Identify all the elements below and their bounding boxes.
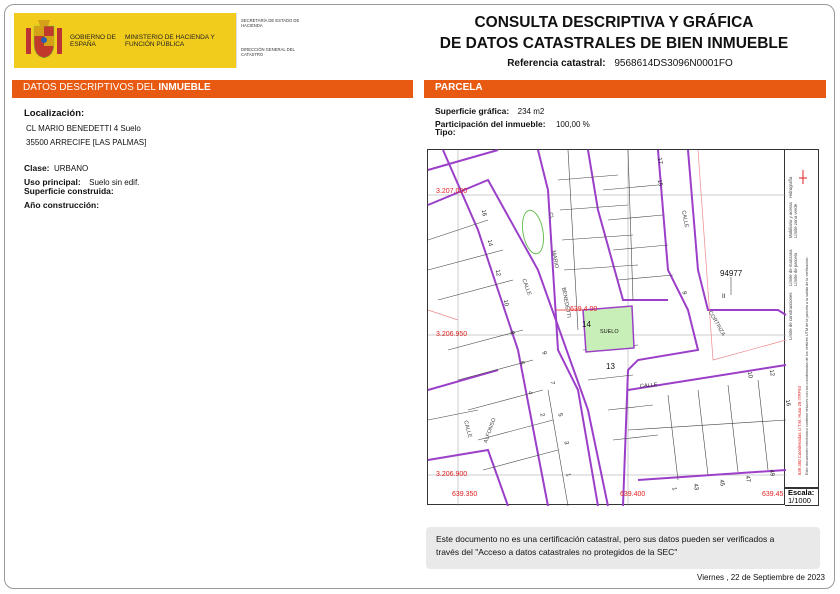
street-number-left-11: 7	[548, 380, 555, 386]
street-number-left-7: 2	[538, 412, 545, 418]
street-number-left-4: 8	[508, 330, 515, 336]
clase-value: URBANO	[53, 164, 89, 173]
secretaria-text: SECRETARÍA DE ESTADO DE HACIENDA	[241, 18, 300, 28]
street-label-calle-left: CALLE	[520, 278, 532, 297]
parcela-title: PARCELA	[435, 82, 483, 93]
scale-label: Escala:	[788, 488, 815, 497]
ref-label: Referencia catastral:	[507, 58, 606, 69]
street-number-left-5: 6	[518, 360, 525, 366]
coat-of-arms-icon	[24, 18, 64, 62]
block-ii-label: II	[722, 294, 726, 300]
participacion-row	[435, 114, 590, 132]
title-line-2: DE DATOS CATASTRALES DE BIEN INMUEBLE	[439, 35, 789, 52]
street-label-cortinza: CORTINZA	[706, 310, 727, 338]
street-number-right-0: 17	[655, 157, 663, 165]
sup-value: 234 m2	[517, 107, 545, 116]
legend-doc-note: Este documento electrónico contiene enlaces con las coordenadas de los vértices UTM de la parcela a la salida de la verificación.	[805, 256, 809, 475]
legend-line-4: Mobiliario y aceras	[788, 202, 793, 238]
street-label-calle-top: CALLE	[680, 210, 690, 229]
coord-x2: 639.400	[620, 491, 646, 498]
page-title	[400, 12, 828, 54]
parcel-suelo-label: SUELO	[600, 329, 619, 335]
logo-yellow-band	[14, 13, 236, 68]
street-number-left-2: 12	[493, 269, 501, 277]
section-underline	[12, 96, 413, 98]
street-number-left-10: 5	[556, 412, 563, 418]
section-title-prefix: DATOS DESCRIPTIVOS DEL	[23, 82, 159, 93]
direccion-text: DIRECCIÓN GENERAL DEL CATASTRO	[241, 47, 295, 57]
part-value: 100,00 %	[555, 120, 590, 129]
map-legend	[785, 149, 819, 488]
coord-center: 639.4 00	[570, 306, 598, 313]
disclaimer-note	[426, 527, 820, 569]
coord-x3: 639.45	[762, 491, 784, 498]
section-bar-inmueble	[12, 80, 413, 96]
street-number-right-3: 10	[745, 371, 753, 379]
part-label: Participación del inmueble:	[435, 119, 546, 129]
green-zone	[519, 209, 546, 256]
scale-value: 1/1000	[788, 496, 811, 505]
government-logo	[14, 13, 302, 68]
street-number-right-2: 9	[680, 290, 687, 296]
street-number-right-10: 1	[670, 486, 677, 492]
gobierno-text: GOBIERNO DE ESPAÑA	[70, 34, 116, 48]
section-bar-parcela	[424, 80, 826, 96]
ministerio-text: MINISTERIO DE HACIENDA Y FUNCIÓN PÚBLICA	[125, 34, 215, 48]
parcel-number-13: 13	[606, 362, 615, 371]
street-number-right-1: 15	[655, 179, 663, 187]
ref-value: 9568614DS3096N0001FO	[614, 58, 733, 69]
localizacion-label: Localización:	[24, 108, 85, 119]
clase-label: Clase:	[24, 163, 50, 173]
street-number-right-4: 12	[767, 369, 775, 377]
street-number-left-0: 16	[479, 209, 487, 217]
coord-y2: 3.206.950	[436, 331, 468, 338]
street-number-left-6: 4	[526, 390, 533, 396]
superficie-label: Superficie construida:	[24, 186, 114, 196]
legend-line-5: Límite zona verde	[793, 203, 798, 238]
section-title-bold: INMUEBLE	[158, 82, 211, 93]
note-line-2: través del "Acceso a datos catastrales no protegidos de la SEC"	[436, 547, 678, 557]
street-label-calle-mid: CALLE	[639, 382, 658, 390]
street-number-right-7: 47	[743, 475, 751, 483]
map-drawing	[428, 150, 786, 506]
ano-label: Año construcción:	[24, 200, 100, 210]
street-number-right-9: 43	[691, 483, 699, 491]
uso-label: Uso principal:	[24, 177, 81, 187]
street-label-calle-right: CALLE	[462, 420, 473, 439]
parcela-underline	[424, 96, 826, 98]
legend-line-1: Límite de manzana	[788, 249, 793, 286]
block-94977: 94977	[720, 269, 743, 278]
street-number-right-8: 45	[717, 479, 725, 487]
map-scale	[785, 488, 819, 506]
coord-y3: 3.206.900	[436, 471, 468, 478]
parcel-number-14: 14	[582, 320, 591, 329]
street-number-left-3: 10	[501, 299, 509, 307]
address-line-1: CL MARIO BENEDETTI 4 Suelo	[26, 124, 141, 133]
legend-line-3: Límite de construcciones	[788, 292, 793, 340]
legend-coords-note: 639.450 Coordenadas U.T.M. Huso 28 ITRF93	[797, 386, 802, 475]
title-line-1: CONSULTA DESCRIPTIVA Y GRÁFICA	[474, 14, 754, 31]
legend-line-2: Límite de parcela	[793, 253, 798, 286]
address-line-2: 35500 ARRECIFE [LAS PALMAS]	[26, 138, 147, 147]
street-number-left-12: 9	[540, 350, 547, 356]
street-label-benedetti: BENEDETTI	[560, 287, 572, 319]
coord-x1: 639.350	[452, 491, 478, 498]
street-label-cl: CL	[547, 212, 555, 220]
note-line-1: Este documento no es una certificación catastral, pero sus datos pueden ser verificados a	[436, 534, 775, 544]
document-date: Viernes , 22 de Septiembre de 2023	[697, 573, 825, 582]
uso-value: Suelo sin edif.	[89, 178, 140, 187]
sup-label: Superficie gráfica:	[435, 106, 510, 116]
street-number-right-5: 16	[783, 399, 791, 407]
logo-secondary-band	[236, 13, 303, 68]
legend-line-6: Hidrografía	[788, 176, 793, 198]
street-label-mario: MARIO	[550, 250, 560, 269]
street-number-left-8: 1	[564, 472, 571, 478]
street-number-left-1: 14	[485, 239, 493, 247]
coord-y1: 3.207.000	[436, 188, 468, 195]
street-number-left-9: 3	[562, 440, 569, 446]
tipo-label: Tipo:	[435, 127, 456, 137]
street-label-alfonso: ALFONSO	[483, 417, 498, 445]
cadastral-reference	[420, 58, 820, 69]
street-number-right-6: 49	[767, 469, 775, 477]
